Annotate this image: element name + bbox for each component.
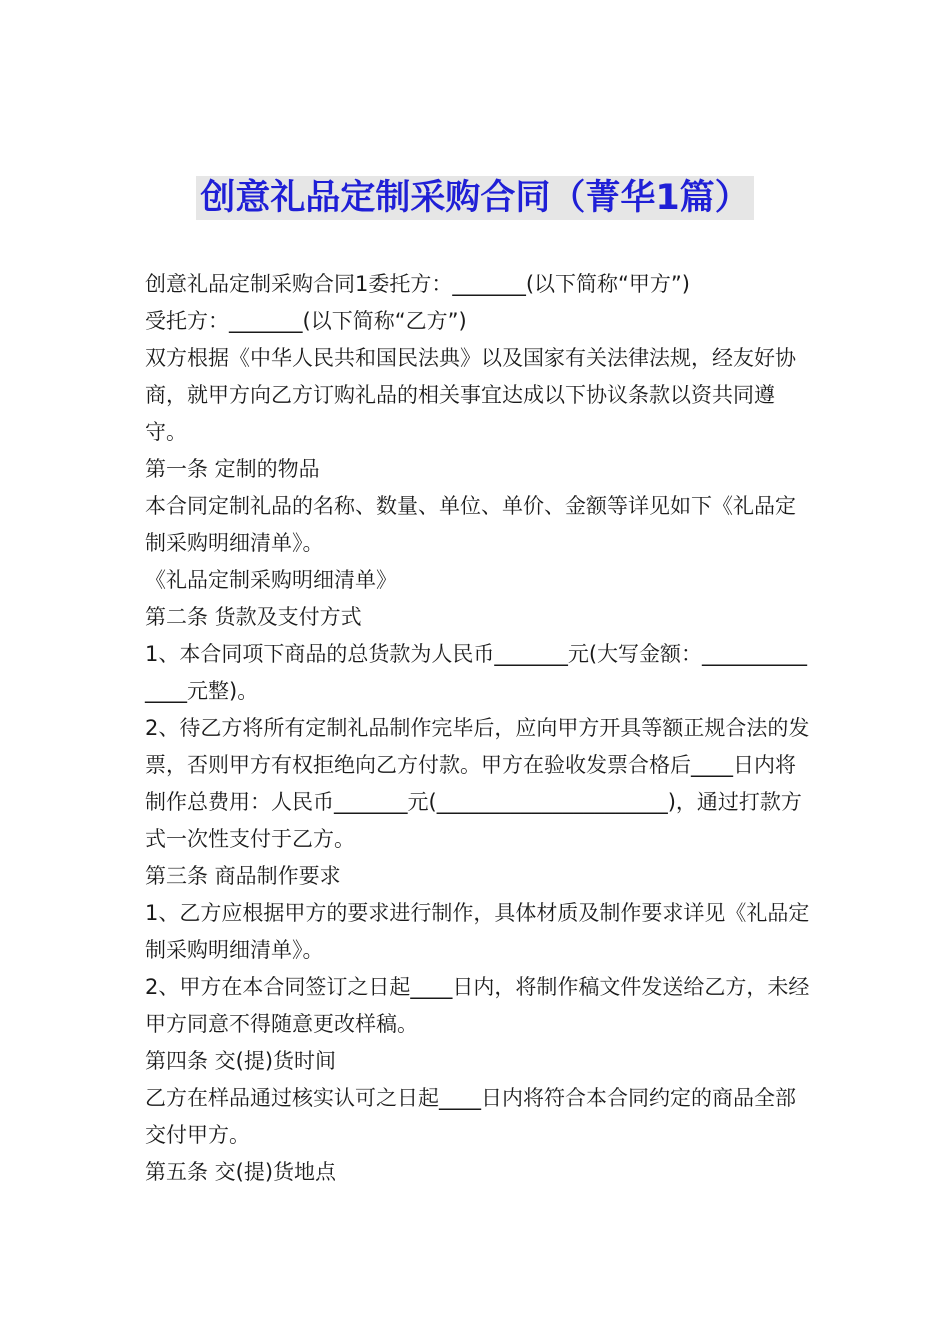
article-5-heading: 第五条 交(提)货地点 bbox=[145, 1160, 337, 1184]
article-3-heading: 第三条 商品制作要求 bbox=[145, 864, 341, 888]
paragraph-article-2-item-2: 2、待乙方将所有定制礼品制作完毕后，应向甲方开具等额正规合法的发票，否则甲方有权拒绝向乙方付款。甲方在验收发票合格后____日内将制作总费用：人民币_______元(______________________)，通过打款方式一次性支付于乙方。 bbox=[145, 716, 810, 851]
paragraph-article-4: 乙方在样品通过核实认可之日起____日内将符合本合同约定的商品全部交付甲方。 bbox=[145, 1086, 796, 1147]
article-2-heading: 第二条 货款及支付方式 bbox=[145, 605, 362, 629]
title-area bbox=[0, 176, 950, 220]
paragraph-article-2-item-1: 1、本合同项下商品的总货款为人民币_______元(大写金额：______________元整)。 bbox=[145, 642, 808, 703]
paragraph-client: 创意礼品定制采购合同1委托方：_______(以下简称“甲方”) bbox=[145, 272, 691, 296]
paragraph-list-title: 《礼品定制采购明细清单》 bbox=[145, 568, 397, 592]
paragraph-article-3-item-1: 1、乙方应根据甲方的要求进行制作，具体材质及制作要求详见《礼品定制采购明细清单》。 bbox=[145, 901, 810, 962]
paragraph-preamble: 双方根据《中华人民共和国民法典》以及国家有关法律法规，经友好协商，就甲方向乙方订购礼品的相关事宜达成以下协议条款以资共同遵守。 bbox=[145, 346, 796, 444]
paragraph-trustee: 受托方：_______(以下简称“乙方”) bbox=[145, 309, 467, 333]
document-body bbox=[145, 266, 810, 1191]
article-1-heading: 第一条 定制的物品 bbox=[145, 457, 320, 481]
document-title: 创意礼品定制采购合同（菁华1篇） bbox=[196, 176, 753, 220]
paragraph-article-3-item-2: 2、甲方在本合同签订之日起____日内，将制作稿文件发送给乙方，未经甲方同意不得随意更改样稿。 bbox=[145, 975, 810, 1036]
paragraph-article-1: 本合同定制礼品的名称、数量、单位、单价、金额等详见如下《礼品定制采购明细清单》。 bbox=[145, 494, 796, 555]
article-4-heading: 第四条 交(提)货时间 bbox=[145, 1049, 337, 1073]
